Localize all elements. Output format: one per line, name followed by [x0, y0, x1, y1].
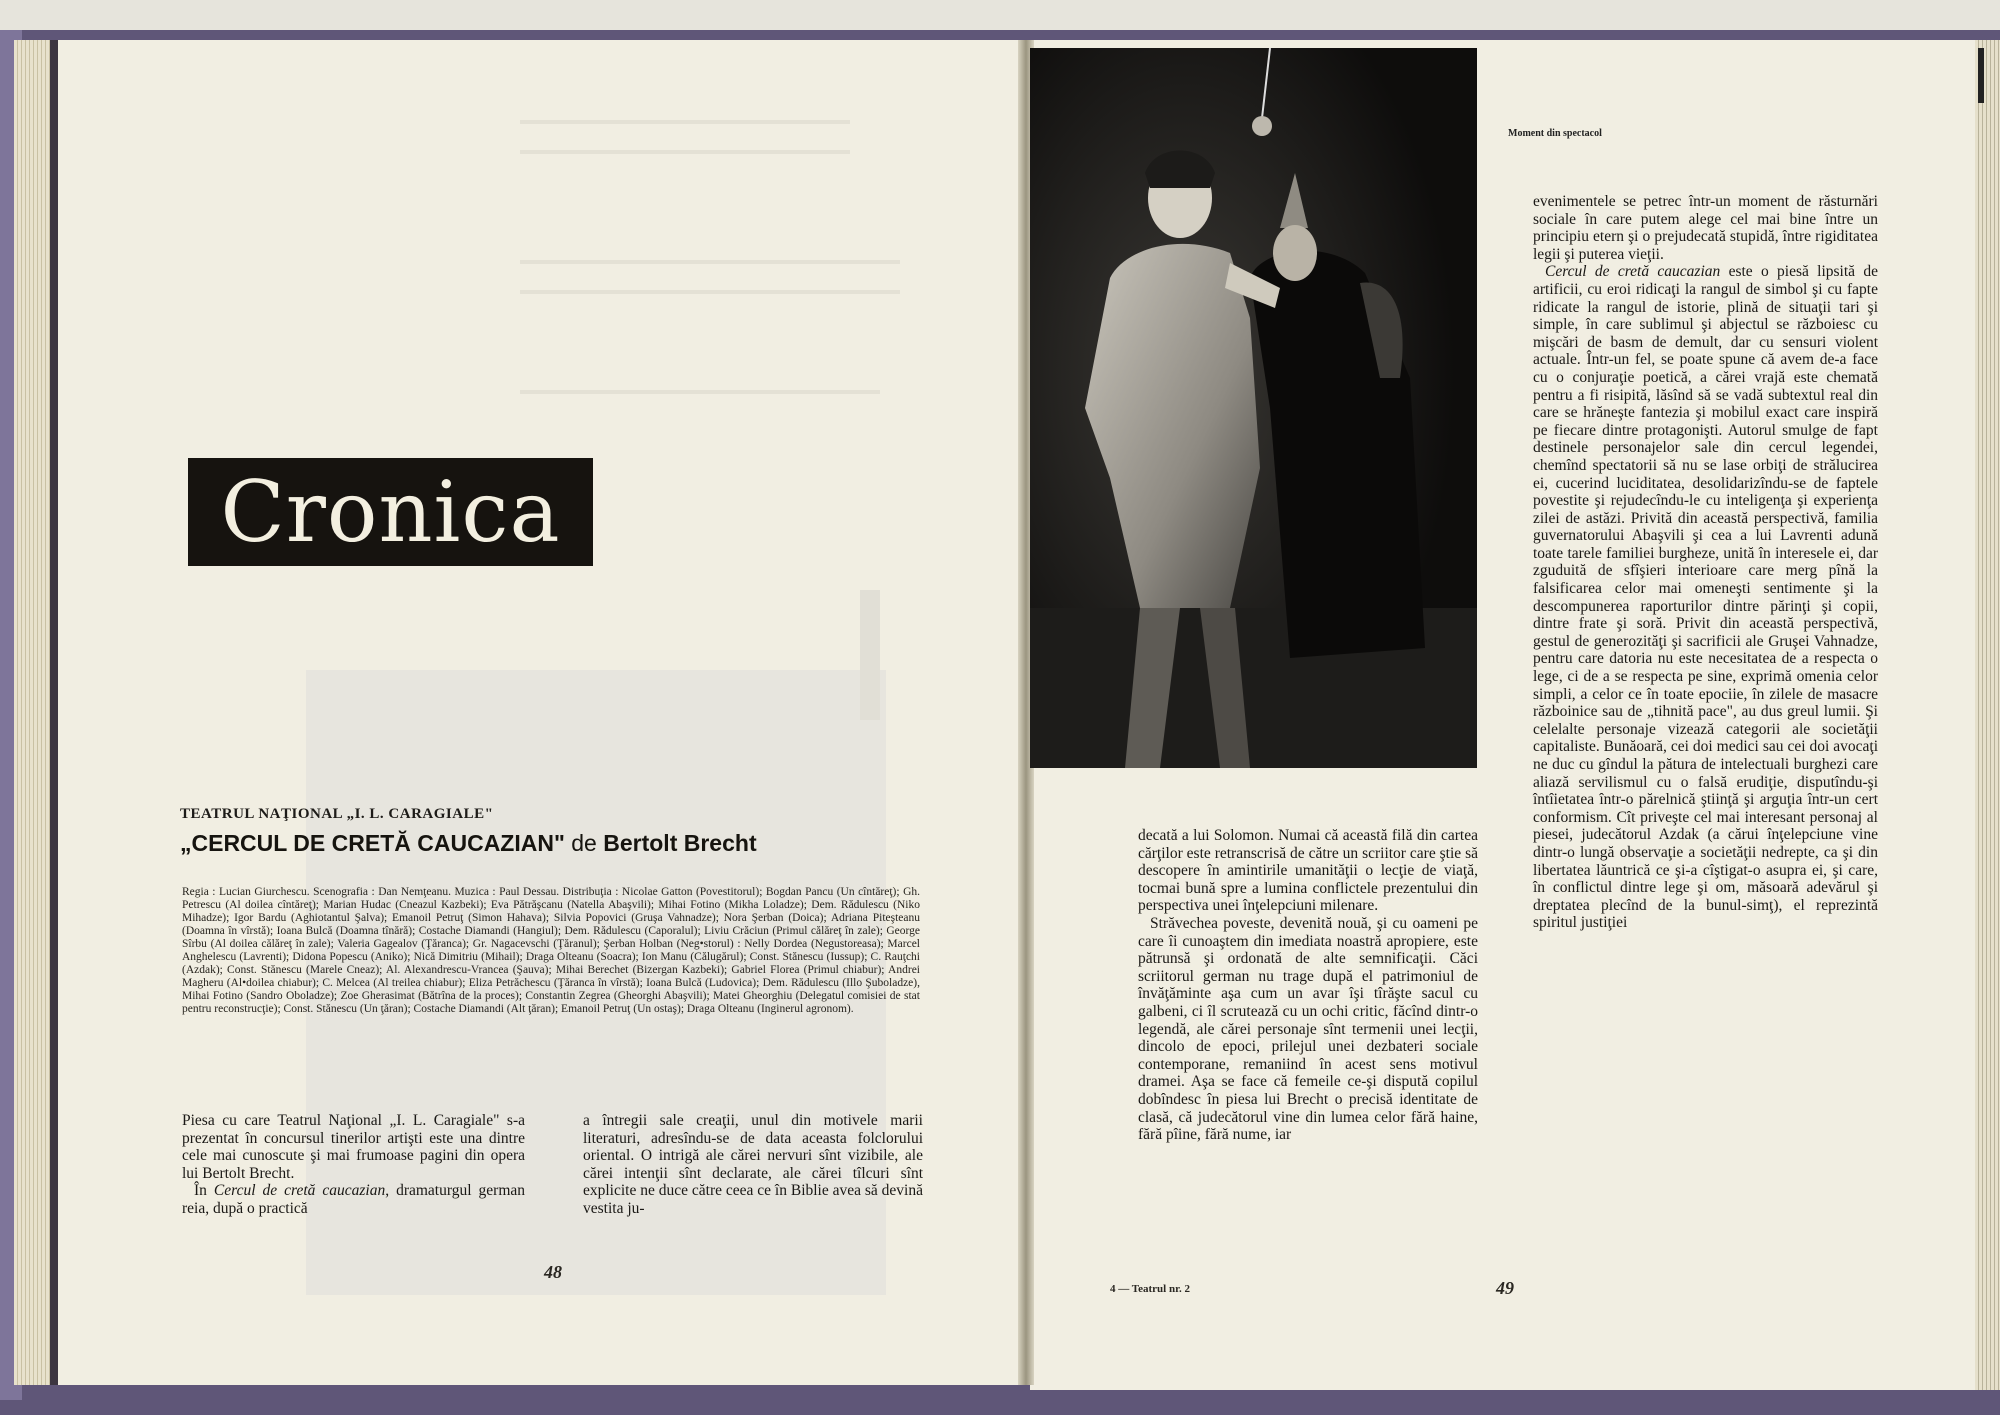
paragraph: Piesa cu care Teatrul Naţional „I. L. Caragiale" s-a prezentat în concursul tinerilor artişti este una dintre cele mai cunoscute şi mai frumoase pagini din opera lui Bertolt Brecht.: [182, 1112, 525, 1182]
paragraph: evenimentele se petrec într-un moment de răsturnări sociale în care putem alege cel mai bine între un principiu etern şi o prejudecată stupidă, între rigiditatea legii şi puterea vieţii.: [1533, 193, 1878, 263]
play-author: Bertolt Brecht: [603, 830, 757, 856]
bleed-through: [520, 120, 850, 124]
theatre-name: TEATRUL NAŢIONAL „I. L. CARAGIALE": [180, 806, 494, 822]
section-title: Cronica: [220, 463, 561, 561]
paragraph: În Cercul de cretă caucazian, dramaturgul german reia, după o practică: [182, 1182, 526, 1217]
footer-issue: 4 — Teatrul nr. 2: [1110, 1283, 1190, 1295]
page-number-left: 48: [544, 1262, 562, 1282]
spine-mark: [1978, 48, 1984, 103]
photo-caption: Moment din spectacol: [1508, 128, 1602, 139]
page-stack-right: [1975, 40, 2000, 1390]
section-title-box: [188, 458, 593, 566]
paragraph: a întregii sale creaţii, unul din motivele marii literaturi, adresîndu-se de data aceasta folclorului oriental. O intrigă ale cărei nervuri sînt vizibile, ale cărei intenţii sînt declarate, ale cărei tîlcuri sînt explicite ne duce către ceea ce în Biblie avea să devină vestita ju-: [583, 1112, 923, 1217]
play-heading: [180, 830, 757, 857]
bleed-through: [520, 150, 850, 154]
bleed-through: [520, 390, 880, 394]
play-by: de: [571, 830, 597, 856]
play-title: „CERCUL DE CRETĂ CAUCAZIAN": [180, 830, 565, 856]
photo-shadow: [860, 590, 880, 720]
bleed-through: [520, 290, 900, 294]
text-column-2: [583, 1112, 923, 1218]
credits-block: Regia : Lucian Giurchescu. Scenografia : Dan Nemţeanu. Muzica : Paul Dessau. Distribuţia : Nicolae Gatton (Povestitorul); Bogdan Pancu (Un cîntăreţ); Gh. Petrescu (Al doilea cîntăreţ); Marian Hudac (Cneazul Kazbeki); Eva Pătrăşcanu (Natella Abaşvili); Mihai Fotino (Mikha Loladze); Dem. Rădulescu (Niko Mihadze); Igor Bardu (Aghiotantul Şalva); Emanoil Petruţ (Simon Hahava); Silvia Popovici (Gruşa Vahnadze); Nora Şerban (Doica); Adriana Piteşteanu (Doamna în vîrstă); Ioana Bulcă (Doamna tînără); Costache Diamandi (Hangiul); Dem. Rădulescu (Caporalul); Liviu Crăciun (Primul călăreţ în zale); George Sîrbu (Al doilea călăreţ în zale); Valeria Gagealov (Ţăranca); Gr. Nagacevschi (Ţăranul); Şerban Holban (Neg•storul) : Nelly Dordea (Negustoreasa); Marcel Anghelescu (Lavrenti); Didona Popescu (Aniko); Nică Dimitriu (Mihail); Draga Olteanu (Soacra); Ion Manu (Călugărul); Const. Stănescu (Iussup); C. Rauţchi (Azdak); Const. Stănescu (Marele Cneaz); Al. Alexandrescu-Vrancea (Şauva); Mihai Berechet (Bizergan Kazbeki); Gabriel Florea (Primul chiabur); Andrei Magheru (Al•doilea chiabur); C. Melcea (Al treilea chiabur); Eliza Petrăchescu (Ţăranca în vîrstă); Ioana Bulcă (Ludovica); Dem. Rădulescu (Illo Şuboladze), Mihai Fotino (Sandro Oboladze); Zoe Gherasimat (Bătrîna de la proces); Constantin Zegrea (Gheorghi Abaşvili); Matei Gheorghiu (Delegatul comisiei de stat pentru reconstrucţie); Const. Stănescu (Un ţăran); Costache Diamandi (Alt ţăran); Emanoil Petruţ (Un ostaş); Draga Olteanu (Inginerul agronom).: [182, 886, 920, 1015]
bleed-through: [520, 260, 900, 264]
paragraph: Cercul de cretă caucazian este o piesă lipsită de artificii, cu eroi ridicaţi la rangul de simbol şi cu fapte ridicate la rangul de istorie, plină de situaţii tari şi simple, în care sublimul şi abjectul se războiesc cu mişcări de basm de demult, dar cu sensuri violent actuale. Într-un fel, se poate spune că avem de-a face cu o conjuraţie poetică, a cărei vrajă este chemată pentru a fi risipită, lăsînd să se vadă subtextul real din care se hrăneşte fantezia şi mobilul exact care inspiră pe fiecare dintre protagonişti. Autorul smulge de fapt destinele personajelor sale din cercul legendei, chemînd spectatorii să nu se lase orbiţi de strălucirea ei, cucerind luciditatea, desolidarizîndu-se de faptele povestite şi rejudecîndu-le cu inteligenţa şi experienţa zilei de astăzi. Privită din această perspectivă, familia guvernatorului Abaşvili şi cea a lui Lavrenti adună toate tarele familiei burgheze, unită în interesele ei, dar zguduită de sfîşieri interioare care merg pînă la falsificarea celor mai omeneşti sentimente şi la descompunerea raporturilor dintre părinţi şi copii, dintre frate şi soră. Privit din această perspectivă, gestul de generozităţi şi sacrificii ale Gruşei Vahnadze, pentru care datoria nu este necesitatea de a respecta o lege, ci de a se respecta pe sine, exprimă omenia celor simpli, a celor ce în toate epociie, în zilele de masacre războinice sau de „tihnită pace", au dus greul lumii. Şi celelalte personaje vizează categorii ale societăţii capitaliste. Bunăoară, cei doi medici sau cei doi avocaţi ne duc cu gîndul la pătura de intelectuali burghezi care aliază servilismul cu o falsă erudiţie, disputîndu-şi întîietatea într-o părelnică ştiinţă şi arguţia într-un cert conformism. Cît priveşte cel mai interesant personaj al piesei, judecătorul Azdak (a cărui înţelepciune vine dintr-o lungă observaţie a societăţii nedrepte, ca şi din libertatea lăuntrică ce şi-a cîştigat-o asupra ei, şi care, în conflictul dintre lege şi om, măsoară adevărul şi dreptatea plecînd de la bunul-simţ), el reprezintă spiritul justiţiei: [1533, 263, 1878, 932]
text-column-3: [1138, 827, 1478, 1144]
paragraph: Străvechea poveste, devenită nouă, şi cu oameni pe care îi cunoaştem din imediata noastră apropiere, este pătrunsă şi ordonată de alte semnificaţii. Căci scriitorul german nu trage după el patrimoniul de învăţăminte aşa cum un avar îşi tîrăşte sacul cu galbeni, ci îl scrutează cu un ochi critic, făcînd dintr-o legendă, ale cărei personaje sînt termenii unei lecţii, dincolo de epoci, prilejul unei dezbateri sociale contemporane, remaniind în acest sens motivul dramei. Aşa se face că femeile ce-şi dispută copilul dobîndesc în piesa lui Brecht o precisă identitate de clasă, că judecătorul vine din lumea celor fără haine, fără pîine, fără nume, iar: [1138, 914, 1478, 1144]
performance-photo: [1030, 48, 1477, 768]
text-column-4: [1533, 193, 1878, 932]
text-column-1: [182, 1112, 525, 1218]
paragraph: decată a lui Solomon. Numai că această filă din cartea cărţilor este retranscrisă de către un scriitor care ştie să descopere în amintirile umanităţii o lecţie de viaţă, tocmai bună spre a lumina conflictele prezentului din perspectiva unei înţelepciuni milenare.: [1138, 827, 1478, 915]
page-number-right: 49: [1496, 1278, 1514, 1298]
